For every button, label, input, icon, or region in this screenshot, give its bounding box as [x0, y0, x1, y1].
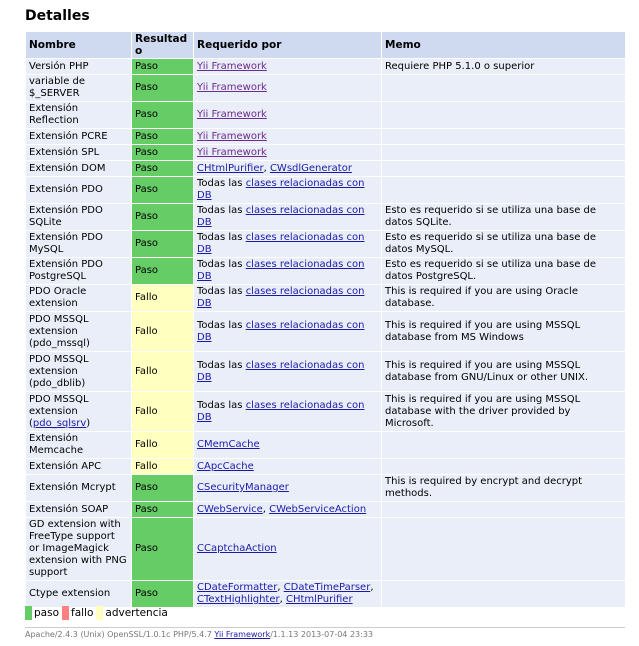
cell-memo	[382, 502, 626, 518]
legend-swatch	[96, 606, 103, 620]
required-by-link[interactable]: clases relacionadas con DB	[197, 286, 365, 309]
required-by-link[interactable]: CApcCache	[197, 460, 254, 472]
cell-memo	[382, 161, 626, 177]
required-by-text: Todas las	[197, 286, 246, 297]
result-badge: Paso	[132, 502, 194, 518]
required-by-text: Todas las	[197, 205, 246, 216]
requirement-name: GD extension with FreeType support or ImageMagick extension with PNG support	[29, 519, 127, 578]
required-by-link[interactable]: clases relacionadas con DB	[197, 205, 365, 228]
header-name: Nombre	[26, 32, 132, 59]
result-badge: Paso	[132, 59, 194, 75]
requirement-name: Extensión PDO	[29, 184, 103, 195]
cell-name	[26, 161, 132, 177]
required-by-text: Todas las	[197, 232, 246, 243]
required-by-link[interactable]: CDateTimeParser	[283, 582, 371, 593]
requirement-name: PDO MSSQL extension (pdo_dblib)	[29, 353, 89, 389]
table-row	[26, 75, 626, 102]
table-row	[26, 258, 626, 285]
required-by-link[interactable]: clases relacionadas con DB	[197, 319, 365, 343]
table-row	[26, 231, 626, 258]
table-row	[26, 285, 626, 312]
result-badge: Fallo	[132, 432, 194, 459]
result-badge: Fallo	[132, 312, 194, 352]
header-result: Resultado	[132, 32, 194, 59]
cell-name	[26, 258, 132, 285]
required-by-link[interactable]: CTextHighlighter	[197, 594, 280, 605]
result-badge: Paso	[132, 475, 194, 502]
required-by-link[interactable]: CMemCache	[197, 439, 260, 450]
cell-name	[26, 285, 132, 312]
cell-memo: This is required if you are using MSSQL database from MS Windows	[382, 312, 626, 352]
legend-label: paso	[34, 607, 59, 619]
cell-memo: Requiere PHP 5.1.0 o superior	[382, 59, 626, 75]
required-by-link[interactable]: CSecurityManager	[197, 482, 289, 493]
cell-name	[26, 502, 132, 518]
table-row	[26, 102, 626, 129]
required-by-text: ,	[279, 594, 286, 605]
cell-memo: Esto es requerido si se utiliza una base de datos MySQL.	[382, 231, 626, 258]
requirement-name: Extensión APC	[29, 460, 102, 472]
footer	[25, 630, 373, 639]
cell-name	[26, 204, 132, 231]
required-by-link[interactable]: Yii Framework	[197, 109, 267, 120]
result-badge: Paso	[132, 161, 194, 177]
legend-item-fallo	[62, 606, 93, 620]
legend-label: fallo	[71, 607, 94, 619]
required-by-link[interactable]: CWebServiceAction	[269, 503, 367, 515]
requirement-name: Extensión Mcrypt	[29, 482, 116, 493]
result-badge: Paso	[132, 518, 194, 581]
header-memo: Memo	[382, 32, 626, 59]
cell-memo	[382, 459, 626, 475]
required-by-link[interactable]: CCaptchaAction	[197, 543, 277, 554]
table-row	[26, 392, 626, 432]
required-by-text: ,	[370, 582, 374, 593]
required-by-link[interactable]: CHtmlPurifier	[285, 594, 353, 605]
legend-swatch	[62, 606, 69, 620]
cell-required-by	[194, 392, 382, 432]
cell-required-by	[194, 75, 382, 102]
cell-required-by	[194, 204, 382, 231]
cell-memo	[382, 432, 626, 459]
table-row	[26, 432, 626, 459]
required-by-text: ,	[277, 582, 284, 593]
cell-memo: This is required if you are using Oracle database.	[382, 285, 626, 312]
result-badge: Paso	[132, 145, 194, 161]
requirement-name: PDO Oracle extension	[29, 286, 87, 309]
required-by-text: Todas las	[197, 359, 246, 371]
cell-name	[26, 352, 132, 392]
table-row	[26, 459, 626, 475]
cell-memo: Esto es requerido si se utiliza una base de datos PostgreSQL.	[382, 258, 626, 285]
requirement-name: Extensión SOAP	[29, 503, 109, 515]
cell-name	[26, 432, 132, 459]
legend-item-advertencia	[96, 606, 167, 620]
required-by-link[interactable]: Yii Framework	[197, 60, 267, 72]
requirement-name: PDO MSSQL extension (pdo_mssql)	[29, 313, 90, 349]
cell-required-by	[194, 581, 382, 608]
table-row	[26, 502, 626, 518]
result-badge: Paso	[132, 129, 194, 145]
result-badge: Paso	[132, 177, 194, 204]
required-by-text: ,	[263, 162, 270, 174]
cell-memo	[382, 581, 626, 608]
result-badge: Paso	[132, 204, 194, 231]
required-by-link[interactable]: Yii Framework	[197, 82, 267, 93]
cell-name	[26, 75, 132, 102]
table-row	[26, 312, 626, 352]
cell-required-by	[194, 285, 382, 312]
cell-required-by	[194, 145, 382, 161]
table-row	[26, 129, 626, 145]
header-required-by: Requerido por	[194, 32, 382, 59]
cell-name	[26, 59, 132, 75]
cell-memo	[382, 102, 626, 129]
result-badge: Paso	[132, 258, 194, 285]
required-by-link[interactable]: clases relacionadas con DB	[197, 399, 365, 423]
cell-required-by	[194, 59, 382, 75]
name-suffix: )	[86, 417, 91, 429]
cell-required-by	[194, 129, 382, 145]
table-row	[26, 518, 626, 581]
requirement-name: Ctype extension	[29, 588, 111, 599]
requirement-name: Extensión Reflection	[29, 103, 79, 126]
requirements-table	[25, 31, 626, 608]
required-by-text: Todas las	[197, 399, 246, 411]
required-by-link[interactable]: clases relacionadas con DB	[197, 232, 365, 255]
requirement-name: Extensión PDO PostgreSQL	[29, 259, 103, 282]
required-by-text: Todas las	[197, 178, 246, 189]
table-row	[26, 177, 626, 204]
required-by-link[interactable]: clases relacionadas con DB	[197, 178, 365, 201]
cell-name	[26, 145, 132, 161]
table-row	[26, 161, 626, 177]
required-by-text: Todas las	[197, 319, 246, 331]
cell-memo	[382, 145, 626, 161]
result-badge: Fallo	[132, 459, 194, 475]
cell-memo: This is required if you are using MSSQL database from GNU/Linux or other UNIX.	[382, 352, 626, 392]
cell-name	[26, 518, 132, 581]
page-title: Detalles	[25, 8, 90, 24]
requirement-name: Extensión PCRE	[29, 130, 108, 142]
requirement-name: Versión PHP	[29, 60, 89, 72]
cell-name	[26, 312, 132, 352]
required-by-link[interactable]: Yii Framework	[197, 146, 267, 158]
footer-version: /1.1.13 2013-07-04 23:33	[270, 630, 373, 639]
required-by-link[interactable]: CDateFormatter	[197, 582, 278, 593]
name-link[interactable]: pdo_sqlsrv	[32, 417, 87, 429]
required-by-link[interactable]: clases relacionadas con DB	[197, 359, 365, 383]
cell-name	[26, 392, 132, 432]
cell-memo: This is required by encrypt and decrypt methods.	[382, 475, 626, 502]
legend-item-paso	[25, 606, 59, 620]
legend	[25, 606, 171, 620]
required-by-text: Todas las	[197, 259, 246, 270]
table-row	[26, 475, 626, 502]
requirement-name: Extensión DOM	[29, 162, 106, 174]
cell-required-by	[194, 177, 382, 204]
cell-required-by	[194, 352, 382, 392]
cell-required-by	[194, 432, 382, 459]
cell-required-by	[194, 161, 382, 177]
cell-required-by	[194, 518, 382, 581]
cell-name	[26, 129, 132, 145]
cell-name	[26, 475, 132, 502]
required-by-link[interactable]: CWsdlGenerator	[269, 162, 352, 174]
footer-divider	[25, 627, 625, 628]
required-by-link[interactable]: Yii Framework	[197, 130, 267, 142]
result-badge: Paso	[132, 102, 194, 129]
cell-required-by	[194, 231, 382, 258]
footer-yii-link[interactable]: Yii Framework	[214, 630, 271, 639]
table-row	[26, 204, 626, 231]
requirement-name: Extensión SPL	[29, 146, 100, 158]
table-header-row	[26, 32, 626, 59]
result-badge: Fallo	[132, 285, 194, 312]
result-badge: Paso	[132, 75, 194, 102]
legend-label: advertencia	[105, 607, 168, 619]
required-by-link[interactable]: CHtmlPurifier	[197, 162, 264, 174]
cell-required-by	[194, 459, 382, 475]
requirement-name: Extensión Memcache	[29, 433, 84, 456]
footer-server-info: Apache/2.4.3 (Unix) OpenSSL/1.0.1c PHP/5.4.7	[25, 630, 215, 639]
table-row	[26, 581, 626, 608]
result-badge: Fallo	[132, 392, 194, 432]
cell-name	[26, 102, 132, 129]
cell-memo	[382, 129, 626, 145]
cell-required-by	[194, 475, 382, 502]
required-by-link[interactable]: CWebService	[197, 503, 263, 515]
cell-required-by	[194, 258, 382, 285]
cell-name	[26, 231, 132, 258]
required-by-text: ,	[262, 503, 270, 515]
result-badge: Paso	[132, 581, 194, 608]
cell-name	[26, 177, 132, 204]
cell-name	[26, 459, 132, 475]
requirement-name: Extensión PDO SQLite	[29, 205, 103, 228]
cell-memo: This is required if you are using MSSQL database with the driver provided by Microsoft.	[382, 392, 626, 432]
cell-required-by	[194, 502, 382, 518]
cell-memo	[382, 518, 626, 581]
requirement-name: variable de $_SERVER	[29, 76, 86, 99]
table-row	[26, 352, 626, 392]
cell-memo	[382, 177, 626, 204]
cell-required-by	[194, 312, 382, 352]
cell-memo	[382, 75, 626, 102]
table-row	[26, 59, 626, 75]
cell-required-by	[194, 102, 382, 129]
requirement-name: Extensión PDO MySQL	[29, 232, 103, 255]
table-row	[26, 145, 626, 161]
legend-swatch	[25, 606, 32, 620]
result-badge: Paso	[132, 231, 194, 258]
cell-memo: Esto es requerido si se utiliza una base de datos SQLite.	[382, 204, 626, 231]
required-by-link[interactable]: clases relacionadas con DB	[197, 259, 365, 282]
result-badge: Fallo	[132, 352, 194, 392]
cell-name	[26, 581, 132, 608]
requirement-name: PDO MSSQL extension (	[29, 393, 89, 429]
